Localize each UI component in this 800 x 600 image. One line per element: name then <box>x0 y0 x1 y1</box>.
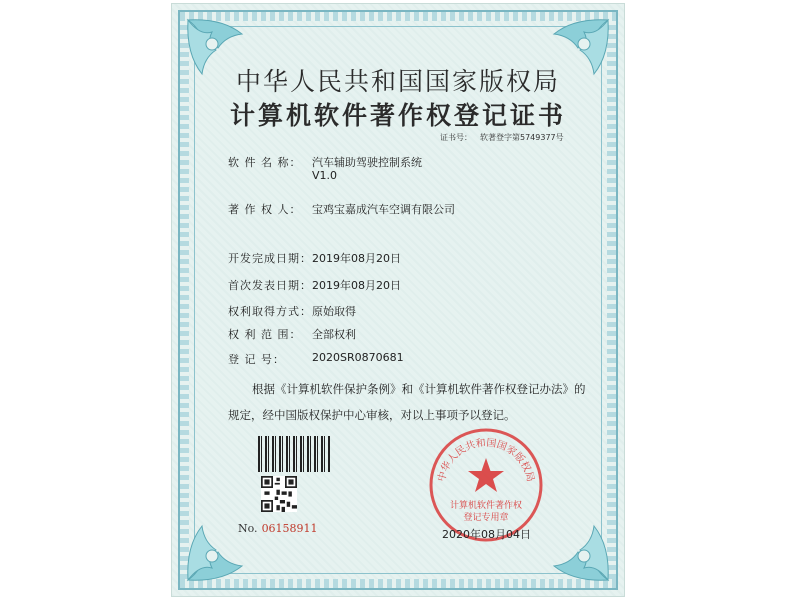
seal-text-line-2: 登记专用章 <box>463 513 509 523</box>
rights-scope-value: 全部权利 <box>312 328 356 341</box>
certificate-title: 计算机软件著作权登记证书 <box>229 101 566 130</box>
certificate-number-label: 证书号： <box>440 133 472 142</box>
first-publication-date-value: 2019年08月20日 <box>312 279 401 292</box>
corner-ornament-icon <box>536 508 614 586</box>
seal-ring-text: 中华人民共和国国家版权局 <box>436 437 536 483</box>
certificate-number <box>440 132 564 143</box>
certificate <box>172 4 624 596</box>
barcode <box>258 436 330 472</box>
software-version-value: V1.0 <box>312 169 338 182</box>
seal-text-line-1: 计算机软件著作权 <box>449 501 523 511</box>
copyright-owner-label: 著 作 权 人： <box>228 203 302 216</box>
corner-ornament-icon <box>182 508 260 586</box>
registration-number-label: 登 记 号： <box>228 353 285 366</box>
software-name-value: 汽车辅助驾驶控制系统 <box>312 156 422 169</box>
software-name-label: 软 件 名 称： <box>228 156 302 169</box>
certificate-number-value: 软著登字第5749377号 <box>480 133 564 142</box>
qr-code <box>261 476 297 512</box>
acquisition-method-value: 原始取得 <box>312 305 356 318</box>
dev-completion-date-value: 2019年08月20日 <box>312 252 401 265</box>
legal-text-line-1: 根据《计算机软件保护条例》和《计算机软件著作权登记办法》的 <box>252 382 586 396</box>
rights-scope-label: 权 利 范 围： <box>228 328 302 341</box>
registration-number-value: 2020SR0870681 <box>312 351 404 364</box>
serial-number-value: 06158911 <box>261 522 318 535</box>
issue-date: 2020年08月04日 <box>442 528 531 541</box>
dev-completion-date-label: 开发完成日期： <box>228 252 312 265</box>
copyright-owner-value: 宝鸡宝嘉成汽车空调有限公司 <box>312 203 455 216</box>
star-icon <box>468 458 504 492</box>
legal-text-line-2: 规定，经中国版权保护中心审核，对以上事项予以登记。 <box>228 408 516 422</box>
first-publication-date-label: 首次发表日期： <box>228 279 312 292</box>
serial-number-label: No. <box>238 522 258 535</box>
issuing-authority: 中华人民共和国国家版权局 <box>235 67 560 96</box>
serial-number <box>238 522 318 535</box>
acquisition-method-label: 权利取得方式： <box>228 305 312 318</box>
